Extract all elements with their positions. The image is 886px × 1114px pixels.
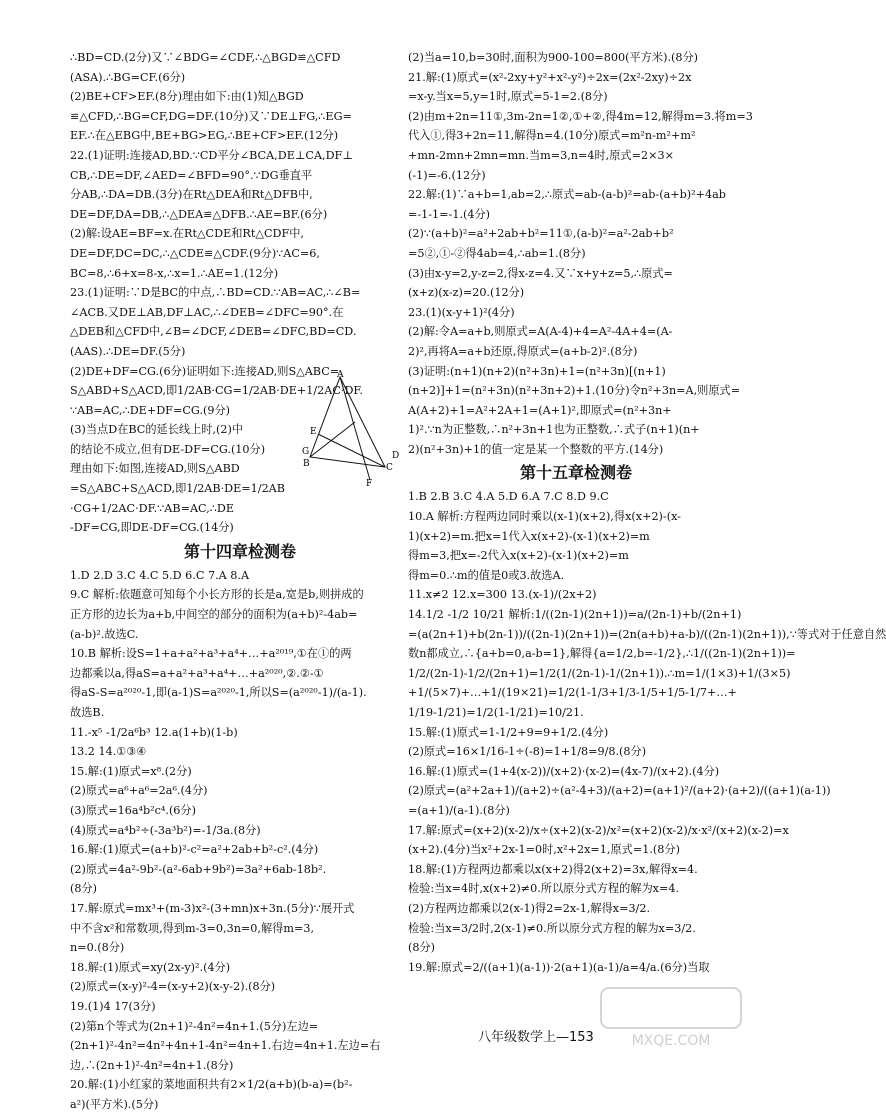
answer-line: (2)DE+DF=CG.(6分)证明如下:连接AD,则S△ABC= [70, 364, 340, 378]
answer-line: 21.解:(1)原式=(x²-2xy+y²+x²-y²)÷2x=(2x²-2xy)÷2x [408, 70, 692, 84]
answer-line: 数n都成立,∴{a+b=0,a-b=1},解得{a=1/2,b=-1/2},∴1/((2n-1)(2n+1))= [408, 647, 796, 661]
answer-line: 11.x≠2 12.x=300 13.(x-1)/(2x+2) [408, 588, 597, 602]
answer-line: 2)(n²+3n)+1的值一定是某一个整数的平方.(14分) [408, 442, 664, 456]
answer-line: 18.解:(1)原式=xy(2x-y)².(4分) [70, 960, 231, 974]
answer-line: 16.解:(1)原式=(1+4(x-2))/(x+2)·(x-2)=(4x-7)/(x+2).(4分) [408, 764, 720, 778]
watermark-text: MXQE.COM [631, 1033, 711, 1049]
answer-line: 10.B 解析:设S=1+a+a²+a³+a⁴+…+a²⁰¹⁹,①在①的两 [70, 647, 352, 661]
answer-line: 18.解:(1)方程两边都乘以x(x+2)得2(x+2)=3x,解得x=4. [408, 862, 698, 876]
right-column [408, 48, 886, 977]
answer-line: (2)第n个等式为(2n+1)²-4n²=4n+1.(5分)左边= [70, 1019, 319, 1033]
answer-line: (2)由m+2n=11①,3m-2n=1②,①+②,得4m=12,解得m=3.将m=3 [408, 109, 753, 123]
label-F: F [366, 479, 373, 489]
answer-line: 15.解:(1)原式=x⁸.(2分) [70, 764, 192, 778]
answer-line: 理由如下:如图,连接AD,则S△ABD [70, 462, 240, 476]
answer-line: 14.1/2 -1/2 10/21 解析:1/((2n-1)(2n+1))=a/(2n-1)+b/(2n+1) [408, 608, 742, 622]
answer-line: (x+z)(x-z)=20.(12分) [408, 286, 525, 300]
label-A: A [337, 370, 344, 380]
answer-line: (8分) [408, 941, 436, 955]
answer-line: (2)当a=10,b=30时,面积为900-100=800(平方米).(8分) [408, 51, 699, 64]
answer-line: (2)解:令A=a+b,则原式=A(A-4)+4=A²-4A+4=(A- [408, 325, 673, 339]
answer-line: (3)当点D在BC的延长线上时,(2)中 [70, 423, 244, 437]
answer-line: (2)原式=a⁶+a⁶=2a⁶.(4分) [70, 784, 208, 798]
answer-line: 23.(1)(x-y+1)²(4分) [408, 305, 515, 319]
answer-line: 1/19-1/21)=1/2(1-1/21)=10/21. [408, 706, 584, 719]
answer-line: (ASA).∴BG=CF.(6分) [70, 70, 186, 84]
answer-line: (2)解:设AE=BF=x.在Rt△CDE和Rt△CDF中, [70, 227, 304, 241]
answer-line: =(a+1)/(a-1).(8分) [408, 803, 510, 817]
answer-line: (2)方程两边都乘以2(x-1)得2=2x-1,解得x=3/2. [408, 901, 651, 915]
geometry-figure [300, 372, 400, 487]
answer-line: EF.∴在△EBG中,BE+BG>EG,∴BE+CF>EF.(12分) [70, 129, 339, 143]
answer-line: (2)∵(a+b)²=a²+2ab+b²=11①,(a-b)²=a²-2ab+b² [408, 227, 674, 241]
answer-line: (a-b)².故选C. [70, 627, 139, 641]
answer-line: 17.解:原式=(x+2)(x-2)/x÷(x+2)(x-2)/x²=(x+2)(x-2)/x·x²/(x+2)(x-2)=x [408, 823, 789, 837]
answer-line: ·CG+1/2AC·DF.∵AB=AC,∴DE [70, 501, 235, 515]
answer-line: 9.C 解析:依题意可知每个小长方形的长是a,宽是b,则拼成的 [70, 588, 364, 602]
answer-line: 分AB,∴DA=DB.(3分)在Rt△DEA和Rt△DFB中, [70, 188, 313, 202]
section-title: 第十五章检测卷 [519, 463, 632, 483]
answer-line: (2)BE+CF>EF.(8分)理由如下:由(1)知△BGD [70, 90, 304, 104]
answer-line: (2)原式=(x-y)²-4=(x-y+2)(x-y-2).(8分) [70, 980, 276, 994]
answer-line: 检验:当x=3/2时,2(x-1)≠0.所以原分式方程的解为x=3/2. [408, 921, 696, 935]
answer-line: 2)²,再将A=a+b还原,得原式=(a+b-2)².(8分) [408, 344, 638, 358]
answer-line: 16.解:(1)原式=(a+b)²-c²=a²+2ab+b²-c².(4分) [70, 843, 319, 857]
answer-line: (4)原式=a⁴b²÷(-3a³b²)=-1/3a.(8分) [70, 823, 261, 837]
answer-line: 得m=0.∴m的值是0或3.故选A. [408, 568, 565, 582]
answer-line: DE=DF,DC=DC,∴△CDE≌△CDF.(9分)∵AC=6, [70, 246, 320, 260]
label-C: C [386, 463, 393, 473]
answer-line: 22.解:(1)∵a+b=1,ab=2,∴原式=ab-(a-b)²=ab-(a+b)²+4ab [408, 188, 726, 202]
answer-line: 正方形的边长为a+b,中间空的部分的面积为(a+b)²-4ab= [70, 608, 358, 622]
answer-line: CB,∴DE=DF,∠AED=∠BFD=90°.∵DG垂直平 [70, 168, 313, 182]
answer-line: 故选B. [70, 706, 105, 719]
answer-line: n=0.(8分) [70, 941, 125, 955]
answer-line: 得aS-S=a²⁰²⁰-1,即(a-1)S=a²⁰²⁰-1,所以S=(a²⁰²⁰-1)/(a-1). [70, 686, 367, 700]
page-footer: 八年级数学上—153 [478, 1030, 594, 1045]
answer-line: +1/(5×7)+…+1/(19×21)=1/2(1-1/3+1/3-1/5+1/5-1/7+…+ [408, 686, 737, 700]
answer-line: 19.解:原式=2/((a+1)(a-1))·2(a+1)(a-1)/a=4/a.(6分)当取 [408, 960, 710, 974]
answer-line: (x+2).(4分)当x²+2x-1=0时,x²+2x=1,原式=1.(8分) [408, 843, 680, 857]
label-E: E [310, 427, 317, 437]
answer-line: (-1)=-6.(12分) [408, 168, 486, 182]
answer-line: 1)².∵n为正整数,∴n²+3n+1也为正整数,∴式子(n+1)(n+ [408, 423, 700, 437]
answer-line: =-1-1=-1.(4分) [408, 207, 491, 221]
answer-line: 13.2 14.①③④ [70, 745, 147, 759]
answer-line: 19.(1)4 17(3分) [70, 999, 156, 1013]
answer-line: DE=DF,DA=DB,∴△DEA≌△DFB.∴AE=BF.(6分) [70, 207, 328, 221]
answer-line: 的结论不成立,但有DE-DF=CG.(10分) [70, 442, 266, 456]
answer-line: 22.(1)证明:连接AD,BD.∵CD平分∠BCA,DE⊥CA,DF⊥ [70, 148, 353, 162]
answer-line: 检验:当x=4时,x(x+2)≠0.所以原分式方程的解为x=4. [408, 882, 679, 896]
answer-line: -DF=CG,即DE-DF=CG.(14分) [70, 521, 234, 535]
answer-line: ∴BD=CD.(2分)又∵∠BDG=∠CDF,∴△BGD≌△CFD [70, 51, 341, 64]
answer-line: +mn-2mn+2mn=mn.当m=3,n=4时,原式=2×3× [408, 148, 674, 162]
answer-line: 1)(x+2)=m.把x=1代入x(x+2)-(x-1)(x+2)=m [408, 529, 650, 543]
answer-line: (2n+1)²-4n²=4n²+4n+1-4n²=4n+1.右边=4n+1.左边=右 [70, 1039, 381, 1053]
section-title: 第十四章检测卷 [183, 541, 296, 561]
answer-line: (2)原式=(a²+2a+1)/(a+2)÷(a²-4+3)/(a+2)=(a+1)²/(a+2)·(a+2)/((a+1)(a-1)) [408, 784, 831, 798]
answer-line: S△ABD+S△ACD,即1/2AB·CG=1/2AB·DE+1/2AC·DF. [70, 384, 363, 398]
label-D: D [392, 451, 400, 461]
answer-line: (8分) [70, 882, 98, 896]
answer-line: (3)由x-y=2,y-z=2,得x-z=4.又∵x+y+z=5,∴原式= [408, 266, 673, 280]
answer-line: (AAS).∴DE=DF.(5分) [70, 344, 186, 358]
answer-line: 中不含x²和常数项,得到m-3=0,3n=0,解得m=3, [70, 921, 314, 935]
answer-line: (3)原式=16a⁴b²c⁴.(6分) [70, 803, 196, 817]
answer-line: =5②,①-②得4ab=4,∴ab=1.(8分) [408, 246, 586, 260]
answer-line: 代入①,得3+2n=11,解得n=4.(10分)原式=m²n-m²+m² [408, 129, 696, 143]
answer-line: (2)原式=4a²-9b²-(a²-6ab+9b²)=3a²+6ab-18b². [70, 862, 327, 876]
answer-line: =S△ABC+S△ACD,即1/2AB·DE=1/2AB [70, 482, 285, 496]
answer-line: ∵AB=AC,∴DE+DF=CG.(9分) [70, 403, 231, 417]
answer-line: 1.D 2.D 3.C 4.C 5.D 6.C 7.A 8.A [70, 568, 250, 582]
answer-line: △DEB和△CFD中,∠B=∠DCF,∠DEB=∠DFC,BD=CD. [70, 325, 357, 339]
label-G: G [302, 447, 310, 457]
answer-line: 15.解:(1)原式=1-1/2+9=9+1/2.(4分) [408, 725, 609, 739]
left-column [70, 48, 410, 1114]
answer-line: (n+2)]+1=(n²+3n)(n²+3n+2)+1.(10分)令n²+3n=A,则原式= [408, 384, 741, 398]
answer-line: ≌△CFD,∴BG=CF,DG=DF.(10分)又∵DE⊥FG,∴EG= [70, 109, 352, 123]
answer-line: 20.解:(1)小红家的菜地面积共有2×1/2(a+b)(b-a)=(b²- [70, 1078, 353, 1092]
answer-line: a²)(平方米).(5分) [70, 1097, 159, 1111]
answer-line: (2)原式=16×1/16-1÷(-8)=1+1/8=9/8.(8分) [408, 745, 647, 759]
answer-line: BC=8,∴6+x=8-x,∴x=1.∴AE=1.(12分) [70, 266, 279, 280]
answer-line: 得m=3,把x=-2代入x(x+2)-(x-1)(x+2)=m [408, 549, 629, 563]
answer-line: 1/2/(2n-1)-1/2/(2n+1)=1/2(1/(2n-1)-1/(2n+1)).∴m=1/(1×3)+1/(3×5) [408, 666, 791, 680]
answer-line: =x-y.当x=5,y=1时,原式=5-1=2.(8分) [408, 90, 608, 104]
answer-line: 23.(1)证明:∵D是BC的中点,∴BD=CD.∵AB=AC,∴∠B= [70, 286, 361, 300]
answer-line: 1.B 2.B 3.C 4.A 5.D 6.A 7.C 8.D 9.C [408, 490, 609, 504]
answer-line: ∠ACB.又DE⊥AB,DF⊥AC,∴∠DEB=∠DFC=90°.在 [70, 305, 344, 319]
answer-line: 10.A 解析:方程两边同时乘以(x-1)(x+2),得x(x+2)-(x- [408, 510, 681, 524]
answer-line: A(A+2)+1=A²+2A+1=(A+1)²,即原式=(n²+3n+ [408, 403, 672, 417]
answer-line: 11.-x⁵ -1/2a⁶b³ 12.a(1+b)(1-b) [70, 725, 238, 739]
answer-line: 边都乘以a,得aS=a+a²+a³+a⁴+…+a²⁰²⁰,②.②-① [70, 666, 324, 680]
watermark-logo [596, 983, 746, 1053]
answer-line: =(a(2n+1)+b(2n-1))/((2n-1)(2n+1))=(2n(a+b)+a-b)/((2n-1)(2n+1)),∵等式对于任意自然 [408, 627, 886, 641]
answer-line: (3)证明:(n+1)(n+2)(n²+3n)+1=(n²+3n)[(n+1) [408, 364, 666, 378]
label-B: B [303, 459, 310, 469]
answer-line: 17.解:原式=mx³+(m-3)x²-(3+mn)x+3n.(5分)∵展开式 [70, 901, 355, 915]
answer-line: 边,∴(2n+1)²-4n²=4n+1.(8分) [70, 1058, 234, 1072]
